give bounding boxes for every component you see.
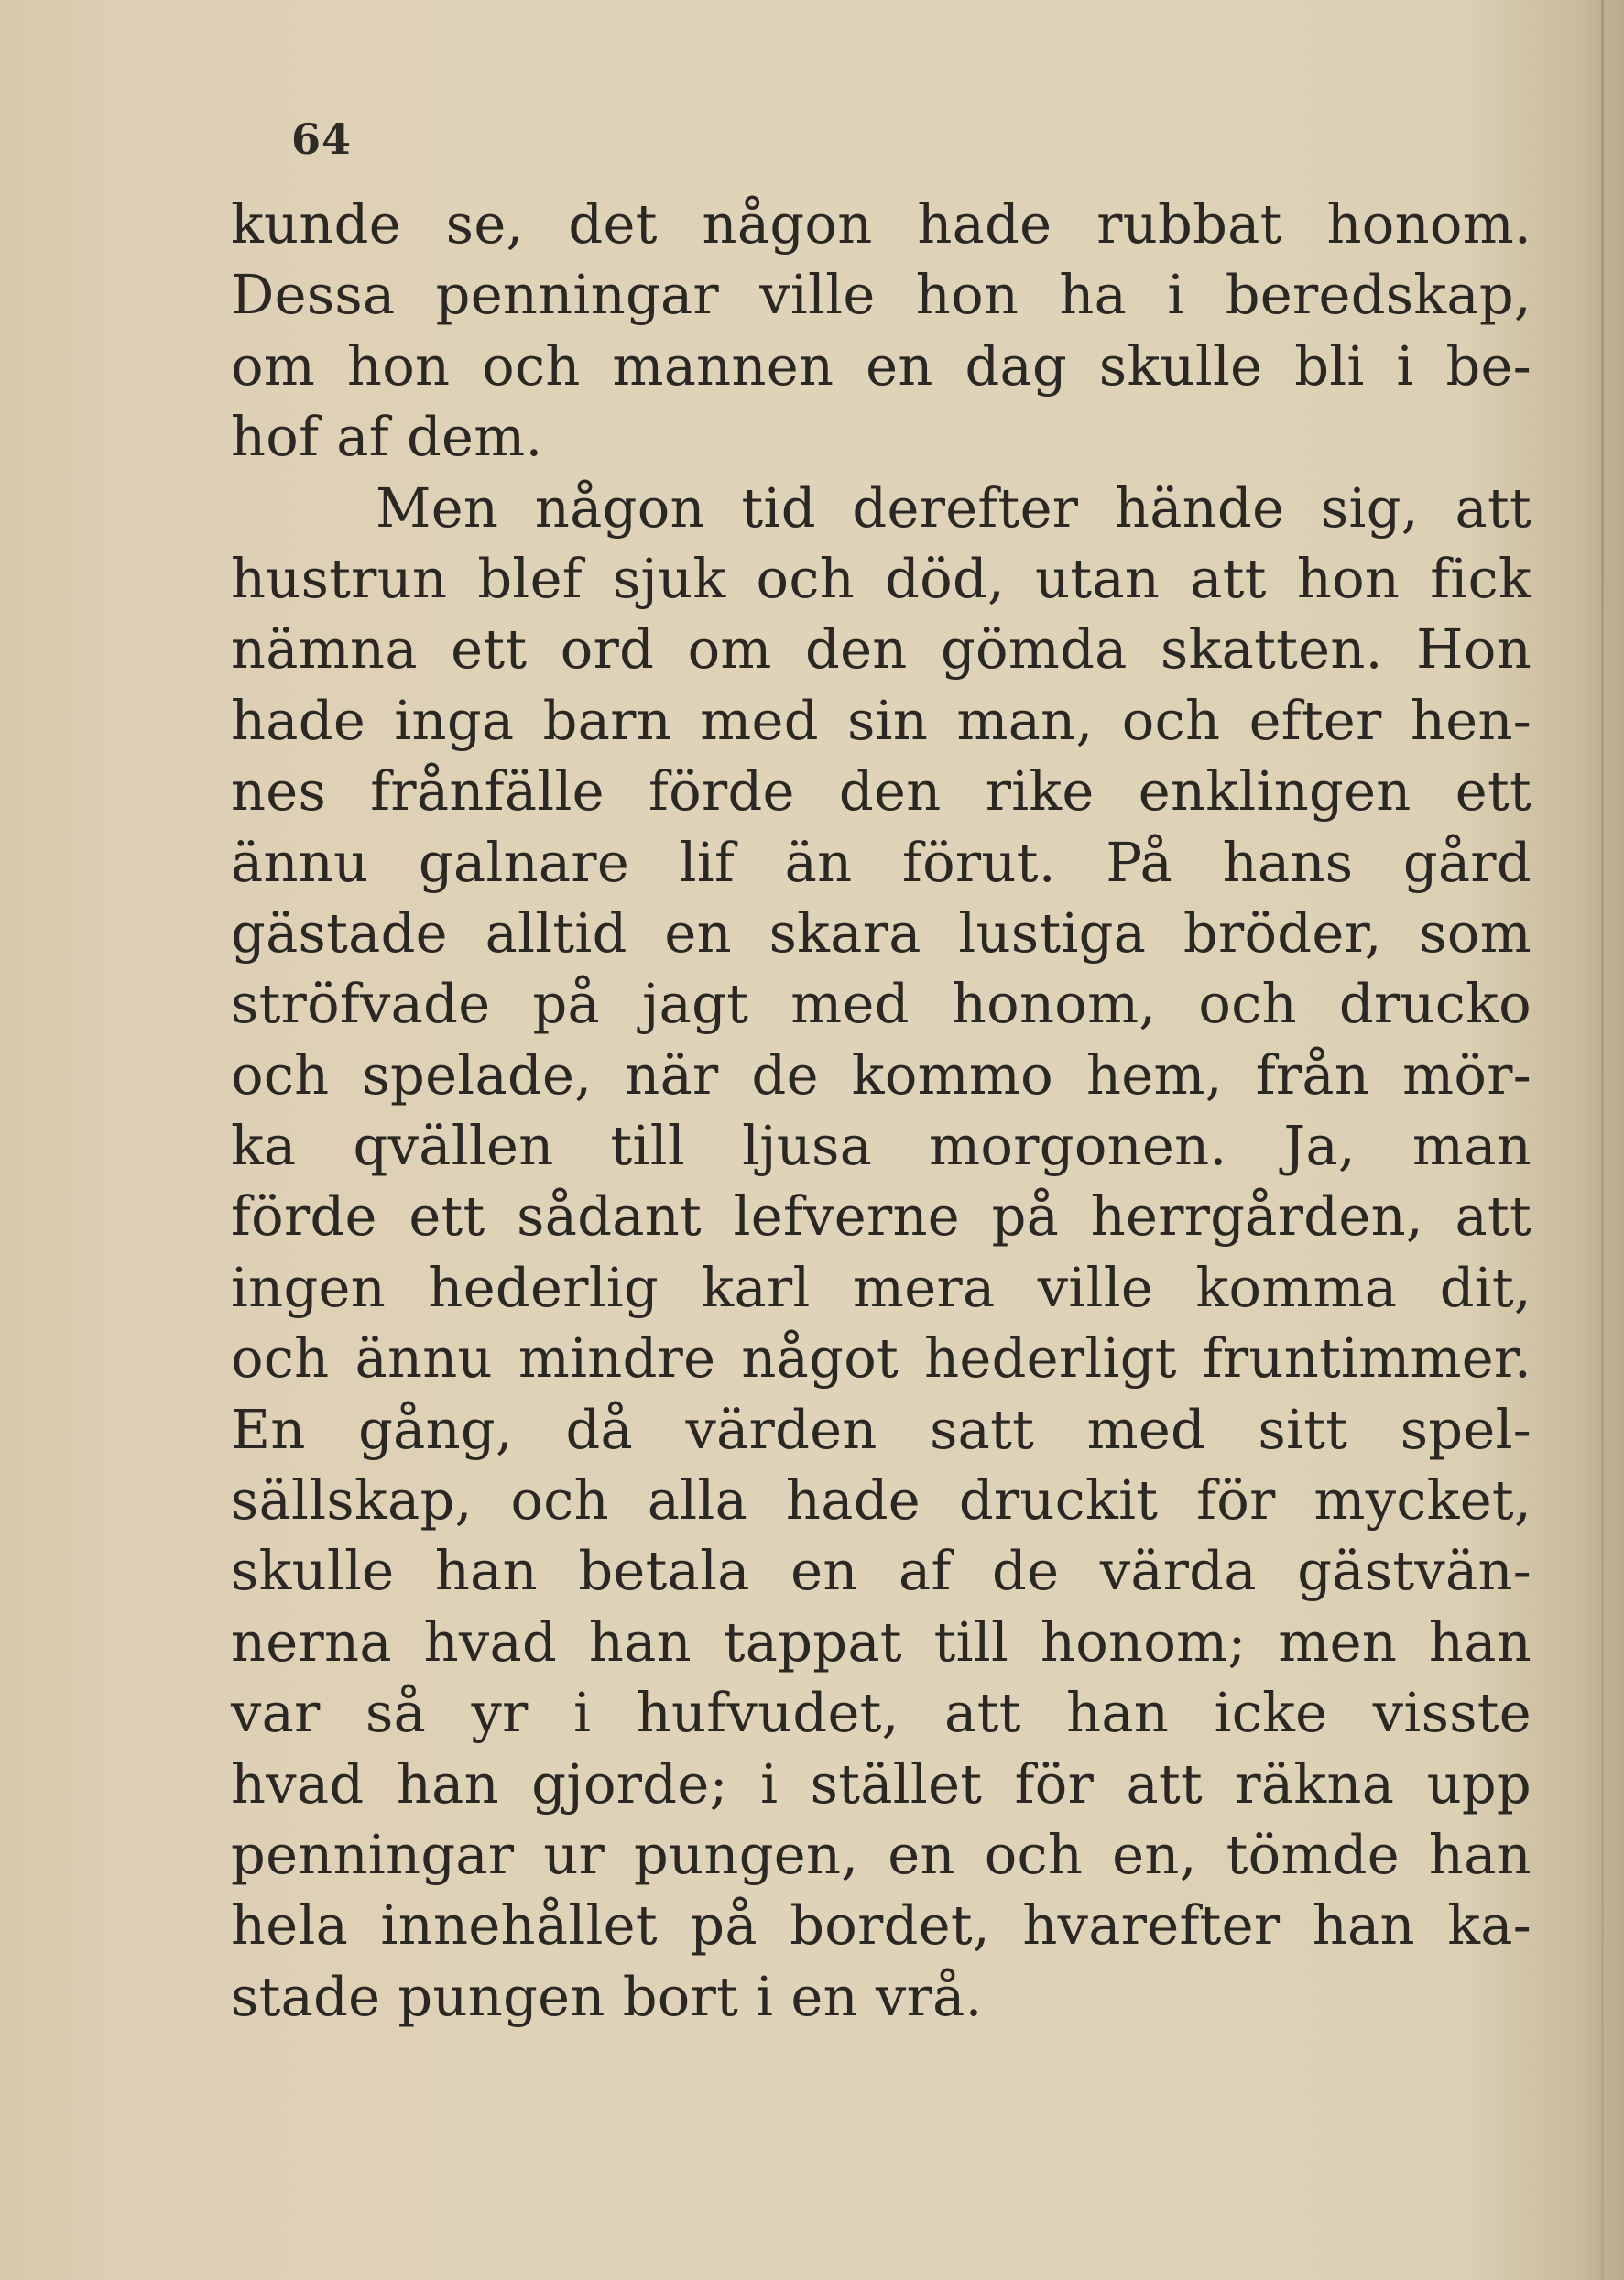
text-line: Dessa penningar ville hon ha i beredskap, (231, 263, 1531, 327)
text-line: hof af dem. (231, 405, 543, 469)
text-line: och spelade, när de kommo hem, från mör- (231, 1042, 1531, 1107)
text-line: var så yr i hufvudet, att han icke visste (231, 1681, 1531, 1745)
text-line: En gång, då värden satt med sitt spel- (231, 1397, 1531, 1461)
page-number: 64 (291, 115, 353, 164)
text-line: stade pungen bort i en vrå. (231, 1964, 983, 2028)
text-line: nes frånfälle förde den rike enklingen ett (231, 759, 1531, 824)
page-edge-shadow (1601, 0, 1604, 2280)
text-line: ännu galnare lif än förut. På hans gård (231, 830, 1531, 894)
text-line: förde ett sådant lefverne på herrgården, att (231, 1184, 1531, 1249)
text-line: hvad han gjorde; i stället för att räkna upp (231, 1751, 1531, 1816)
text-line: nerna hvad han tappat till honom; men han (231, 1609, 1531, 1674)
text-line: om hon och mannen en dag skulle bli i be- (231, 333, 1531, 398)
text-line: gästade alltid en skara lustiga bröder, som (231, 900, 1531, 965)
text-line: nämna ett ord om den gömda skatten. Hon (231, 617, 1531, 682)
text-line: ingen hederlig karl mera ville komma dit, (231, 1255, 1531, 1319)
text-line: kunde se, det någon hade rubbat honom. (231, 192, 1531, 256)
text-line: penningar ur pungen, en och en, tömde han (231, 1822, 1531, 1886)
text-line: Men någon tid derefter hände sig, att (376, 475, 1531, 540)
text-line: ströfvade på jagt med honom, och drucko (231, 972, 1531, 1036)
text-line: skulle han betala en af de värda gästvän- (231, 1539, 1531, 1603)
text-line: och ännu mindre något hederligt fruntimmer. (231, 1326, 1531, 1391)
text-line: sällskap, och alla hade druckit för mycket, (231, 1468, 1531, 1533)
body-text (231, 189, 1531, 2032)
text-line: hela innehållet på bordet, hvarefter han ka- (231, 1893, 1531, 1958)
text-line: hade inga barn med sin man, och efter hen- (231, 688, 1531, 752)
text-line: hustrun blef sjuk och död, utan att hon fick (231, 546, 1531, 610)
text-line: ka qvällen till ljusa morgonen. Ja, man (231, 1114, 1531, 1178)
